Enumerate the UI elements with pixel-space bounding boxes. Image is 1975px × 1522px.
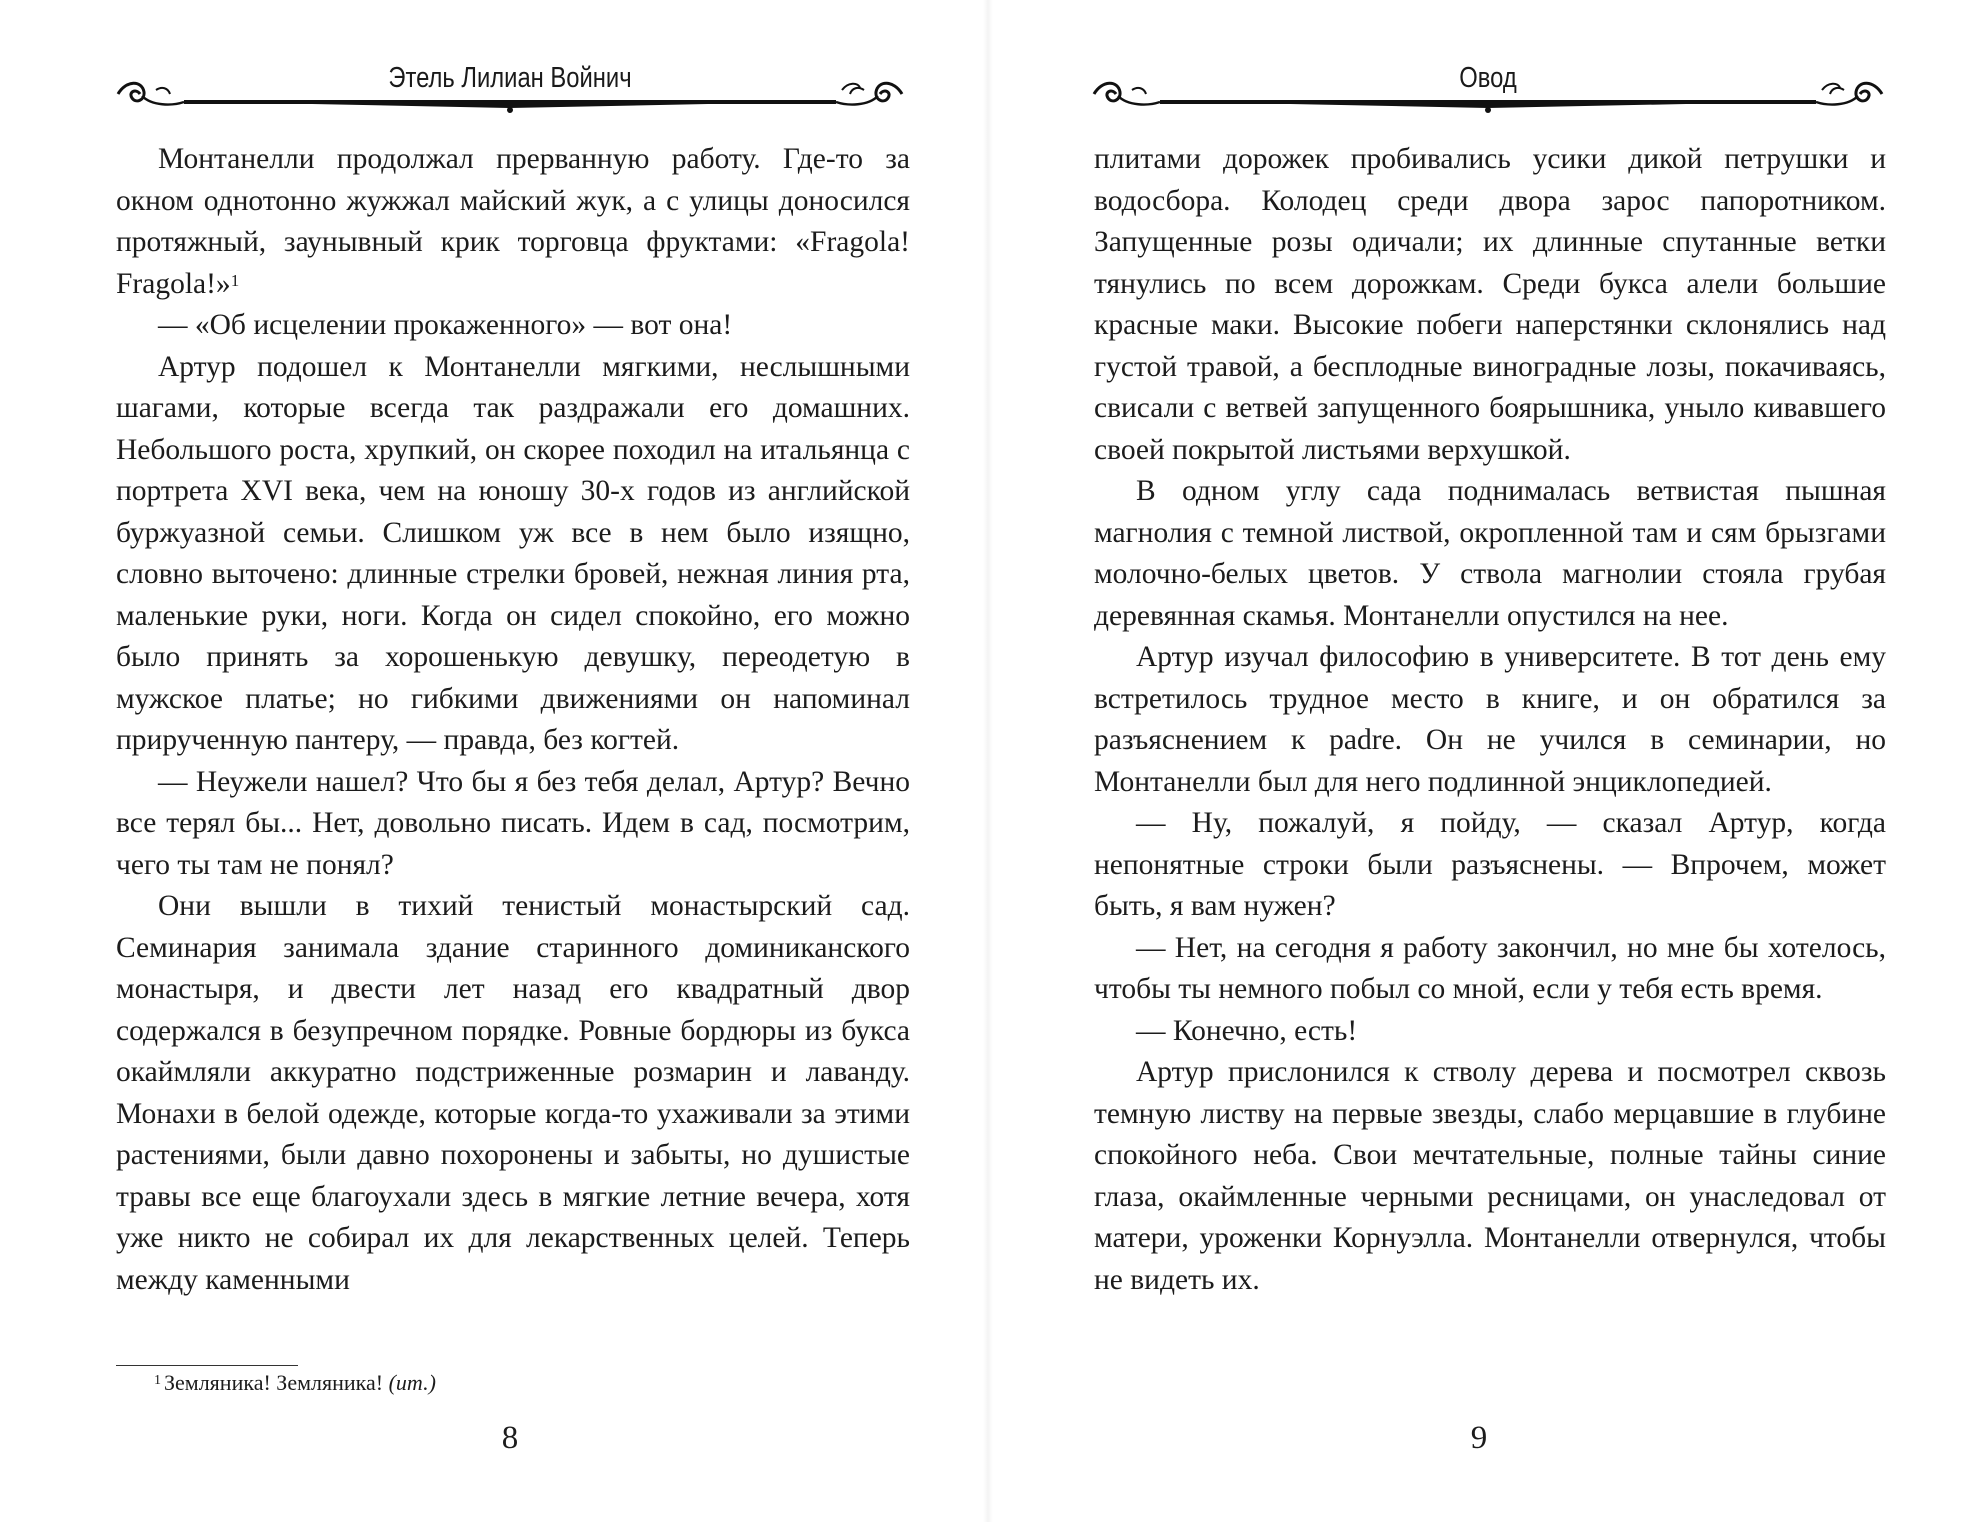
footnote-text: Земляника! Земляника! bbox=[164, 1370, 384, 1395]
footnote-divider bbox=[116, 1365, 298, 1366]
paragraph: плитами дорожек пробивались усики дикой петрушки и водосбора. Колодец среди двора зарос папоротником. Запущенные розы одичали; их длинные спутанные ветки тянулись по всем дорожкам. Среди букса алели большие красные маки. Высокие побеги наперстянки склонялись над густой травой, а бесплодные виноградные лозы, покачиваясь, свисали с ветвей запущенного боярышника, уныло кивавшего своей покрытой листьями верхушкой. bbox=[1094, 143, 1886, 466]
paragraph: Артур изучал философию в университете. В тот день ему встретилось трудное место в книге, и он обратился за разъяснением к padre. Он не учился в семинарии, но Монтанелли был для него подлинной энциклопедией. bbox=[1094, 641, 1886, 798]
page-number-left: 8 bbox=[501, 1420, 519, 1456]
paragraph: — Ну, пожалуй, я пойду, — сказал Артур, когда непонятные строки были разъяснены. — Впрочем, может быть, я вам нужен? bbox=[1094, 807, 1886, 922]
paragraph: — Конечно, есть! bbox=[1136, 1014, 1358, 1047]
footnote-reference: 1 bbox=[230, 270, 240, 290]
running-title-book: Овод bbox=[1459, 62, 1517, 94]
left-body-text bbox=[116, 139, 910, 1301]
right-page bbox=[988, 0, 1975, 1522]
paragraph: — Неужели нашел? Что бы я без тебя делал, Артур? Вечно все терял бы... Нет, довольно писать. Идем в сад, посмотрим, чего ты там не понял? bbox=[116, 765, 910, 881]
paragraph: Артур прислонился к стволу дерева и посмотрел сквозь темную листву на первые звезды, слабо мерцавшие в глубине спокойного неба. Свои мечтательные, полные тайны синие глаза, окаймленные черными ресницами, он унаследовал от матери, уроженки Корнуэлла. Монтанелли отвернулся, чтобы не видеть их. bbox=[1094, 1056, 1886, 1296]
paragraph: Они вышли в тихий тенистый монастырский сад. Семинария занимала здание старинного доминиканского монастыря, и двести лет назад его квадратный двор содержался в безупречном порядке. Ровные бордюры из букса окаймляли аккуратно подстриженные розмарин и лаванду. Монахи в белой одежде, которые когда-то ухаживали за этими растениями, были давно похоронены и забыты, но душистые травы все еще благоухали здесь в мягкие летние вечера, хотя уже никто не собирал их для лекарственных целей. Теперь между каменными bbox=[116, 890, 910, 1296]
footnote-language: (ит.) bbox=[388, 1370, 436, 1395]
right-body-text bbox=[1094, 139, 1886, 1301]
footnote-number: 1 bbox=[154, 1373, 161, 1388]
footnote bbox=[154, 1368, 436, 1398]
running-title-author: Этель Лилиан Войнич bbox=[388, 62, 632, 94]
paragraph: Монтанелли продолжал прерванную работу. Где-то за окном однотонно жужжал майский жук, а с улицы доносился протяжный, заунывный крик торговца фруктами: «Fragola! Fragola!»$^1$ bbox=[116, 143, 910, 300]
paragraph: — Нет, на сегодня я работу закончил, но мне бы хотелось, чтобы ты немного побыл со мной, если у тебя есть время. bbox=[1094, 931, 1886, 1005]
page-number-right: 9 bbox=[1470, 1420, 1488, 1456]
paragraph: Артур подошел к Монтанелли мягкими, неслышными шагами, которые всегда так раздражали его домашних. Небольшого роста, хрупкий, он скорее походил на итальянца с портрета XVI века, чем на юношу 30-х годов из английской буржуазной семьи. Слишком уж все в нем было изящно, словно выточено: длинные стрелки бровей, нежная линия рта, маленькие руки, ноги. Когда он сидел спокойно, его можно было принять за хорошенькую девушку, переодетую в мужское платье; но гибкими движениями он напоминал прирученную пантеру, — правда, без когтей. bbox=[116, 350, 910, 756]
right-running-header bbox=[1088, 60, 1888, 120]
paragraph: — «Об исцелении прокаженного» — вот она! bbox=[158, 309, 733, 341]
paragraph: В одном углу сада поднималась ветвистая пышная магнолия с темной листвой, окропленной там и сям брызгами молочно-белых цветов. У ствола магнолии стояла грубая деревянная скамья. Монтанелли опустился на нее. bbox=[1094, 475, 1886, 632]
left-running-header bbox=[112, 60, 908, 120]
